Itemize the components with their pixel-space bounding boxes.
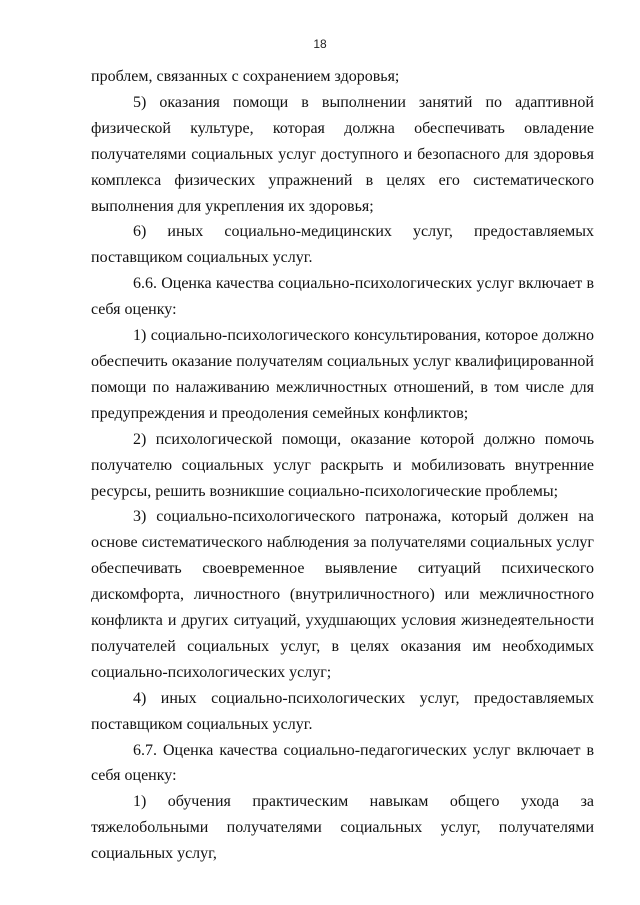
document-body [91, 64, 594, 867]
list-item-2-psych-help: 2) психологической помощи, оказание которой должно помочь получателю социальных услуг раскрыть и мобилизовать внутренние ресурсы, решить возникшие социально-психологические проблемы; [91, 430, 594, 500]
page-number: 18 [313, 37, 327, 51]
list-item-4-other-psych-services: 4) иных социально-психологических услуг, предоставляемых поставщиком социальных услуг. [91, 689, 594, 733]
section-6-6-heading-paragraph: 6.6. Оценка качества социально-психологических услуг включает в себя оценку: [91, 275, 594, 319]
list-item-3-psych-patronage: 3) социально-психологического патронажа, который должен на основе систематического наблюдения за получателями социальных услуг обеспечивать своевременное выявление ситуаций психического дискомфорта, личностного (внутриличностного) или межличностного конфликта и других ситуаций, ухудшающих условия жизнедеятельности получателей социальных услуг, в целях оказания им необходимых социально-психологических услуг; [91, 508, 594, 681]
list-item-1-practical-care-training: 1) обучения практическим навыкам общего ухода за тяжелобольными получателями социальных услуг, получателями социальных услуг, [91, 793, 594, 863]
list-item-1-psych-consulting: 1) социально-психологического консультирования, которое должно обеспечить оказание получателям социальных услуг квалифицированной помощи по налаживанию межличностных отношений, в том числе для предупреждения и преодоления семейных конфликтов; [91, 327, 594, 422]
list-item-6-other-medical-services: 6) иных социально-медицинских услуг, предоставляемых поставщиком социальных услуг. [91, 223, 594, 267]
section-6-7-heading-paragraph: 6.7. Оценка качества социально-педагогических услуг включает в себя оценку: [91, 741, 594, 785]
list-item-5-adaptive-physical-culture: 5) оказания помощи в выполнении занятий по адаптивной физической культуре, которая должна обеспечивать овладение получателями социальных услуг доступного и безопасного для здоровья комплекса физических упражнений в целях его систематического выполнения для укрепления их здоровья; [91, 93, 594, 215]
paragraph-continuation: проблем, связанных с сохранением здоровья; [91, 68, 400, 85]
